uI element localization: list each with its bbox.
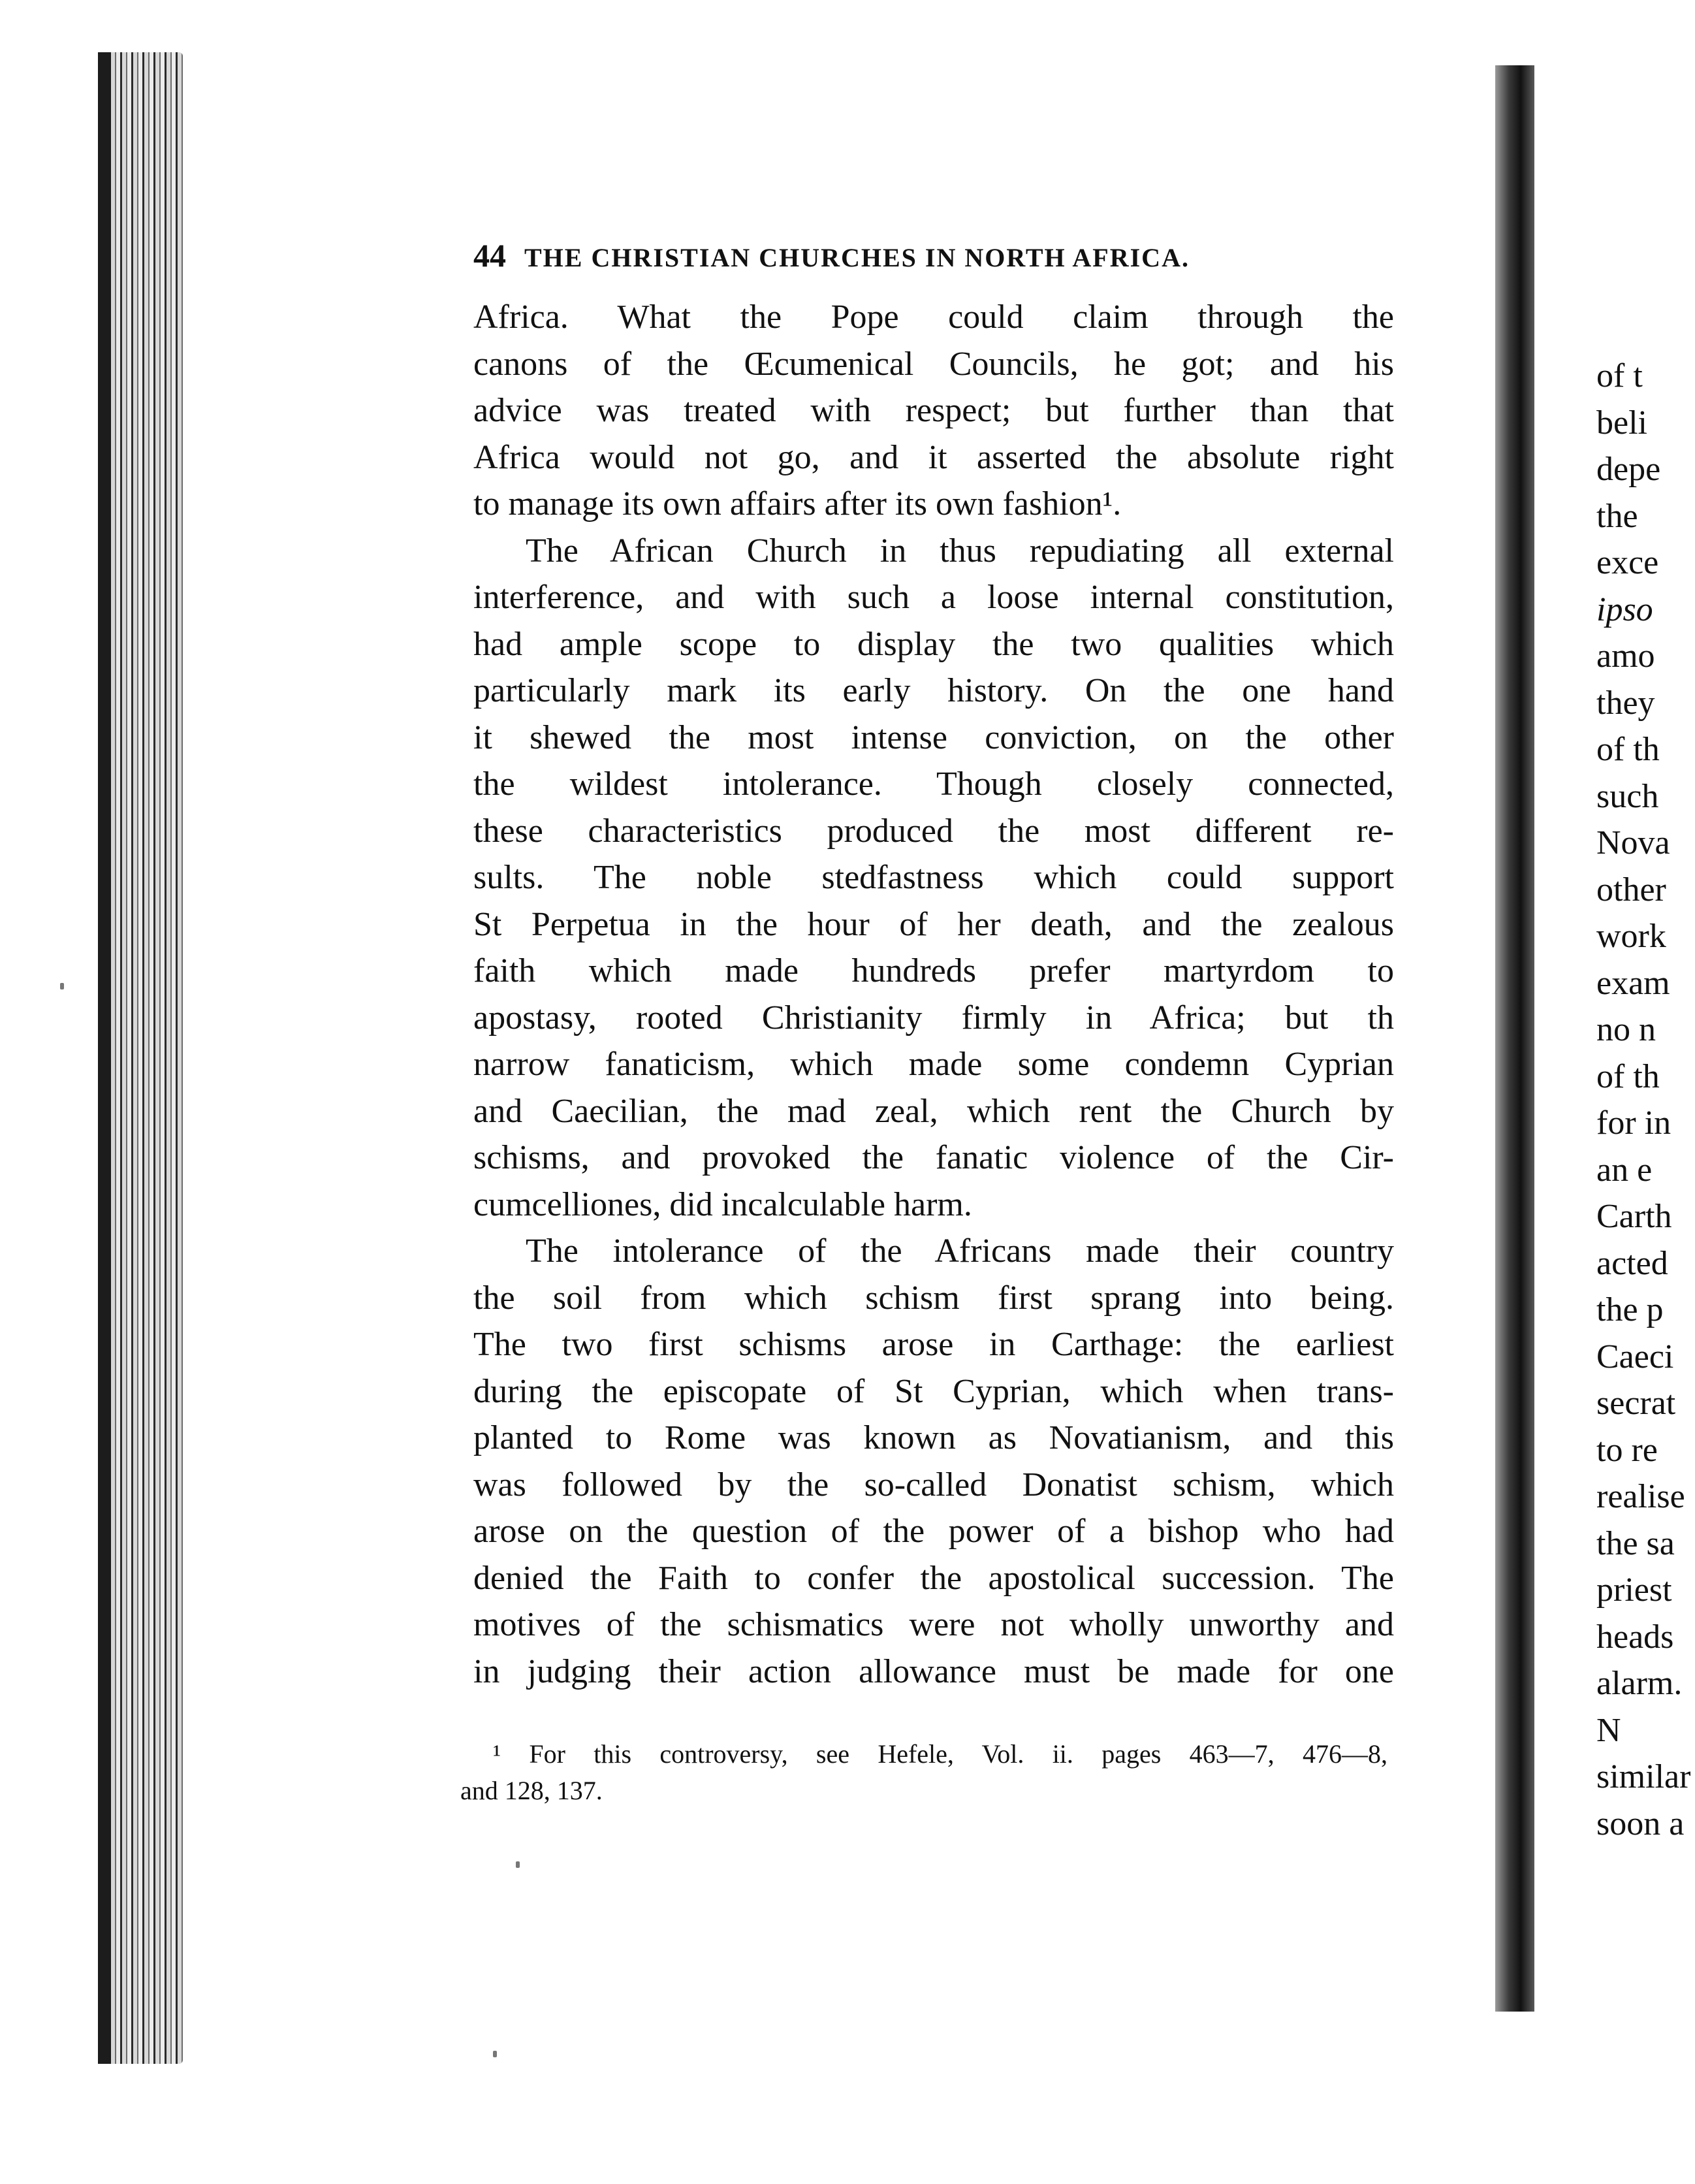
scan-speck	[60, 983, 64, 989]
right-page-line: amo	[1596, 637, 1655, 675]
text-line: the soil from which schism first sprang into being.	[473, 1279, 1394, 1317]
text-line: The two first schisms arose in Carthage: the earliest	[473, 1326, 1394, 1363]
text-line: The intolerance of the Africans made their country	[526, 1232, 1394, 1270]
text-line: arose on the question of the power of a bishop who had	[473, 1513, 1394, 1550]
right-page-line: to re	[1596, 1431, 1658, 1469]
right-page-line: for in	[1596, 1104, 1671, 1142]
text-line: in judging their action allowance must be made for one	[473, 1652, 1394, 1690]
right-page-line: work	[1596, 918, 1666, 955]
right-page-line: depe	[1596, 451, 1661, 488]
text-line: interference, and with such a loose internal constitution,	[473, 579, 1394, 616]
right-page-line: an e	[1596, 1151, 1653, 1189]
right-page-line: secrat	[1596, 1385, 1676, 1422]
footnote-line: and 128, 137.	[460, 1776, 603, 1805]
right-page-line: other	[1596, 871, 1666, 908]
right-page-line: Carth	[1596, 1198, 1672, 1235]
text-line: canons of the Œcumenical Councils, he got; and his	[473, 345, 1394, 383]
right-page-line: similar	[1596, 1758, 1691, 1795]
right-page-line: such	[1596, 777, 1659, 815]
text-line: planted to Rome was known as Novatianism, and this	[473, 1419, 1394, 1456]
right-page-line: acted	[1596, 1244, 1668, 1282]
text-line: The African Church in thus repudiating all external	[526, 532, 1394, 570]
right-page-line: of th	[1596, 731, 1660, 768]
scan-speck	[493, 2051, 497, 2057]
text-line: motives of the schismatics were not wholly unworthy and	[473, 1606, 1394, 1643]
text-line: faith which made hundreds prefer martyrdom to	[473, 952, 1394, 989]
running-head	[473, 236, 1322, 276]
text-line: had ample scope to display the two qualities which	[473, 625, 1394, 663]
right-page-line: beli	[1596, 404, 1647, 442]
right-page-line: exam	[1596, 964, 1670, 1002]
right-page-line: Nova	[1596, 824, 1670, 861]
right-page-line: the	[1596, 497, 1638, 535]
right-page-line: of th	[1596, 1057, 1660, 1095]
footnote-line: ¹ For this controversy, see Hefele, Vol. ii. pages 463—7, 476—8,	[493, 1739, 1387, 1769]
book-gutter	[1495, 65, 1534, 2012]
text-line: schisms, and provoked the fanatic violence of the Cir-	[473, 1139, 1394, 1176]
page-number: 44	[473, 237, 506, 274]
text-line: the wildest intolerance. Though closely connected,	[473, 765, 1394, 803]
text-line: to manage its own affairs after its own fashion¹.	[473, 485, 1122, 522]
text-line: cumcelliones, did incalculable harm.	[473, 1185, 972, 1223]
right-page-line: of t	[1596, 357, 1643, 394]
right-page-line: they	[1596, 684, 1655, 722]
text-line: St Perpetua in the hour of her death, and the zealous	[473, 905, 1394, 943]
body-text	[473, 294, 1394, 1695]
text-line: narrow fanaticism, which made some condemn Cyprian	[473, 1046, 1394, 1083]
text-line: Africa. What the Pope could claim through the	[473, 298, 1394, 336]
right-page-line: alarm.	[1596, 1665, 1683, 1702]
right-page-text	[1596, 353, 1695, 1847]
right-page-line: ipso	[1596, 590, 1653, 628]
right-page-line: the p	[1596, 1291, 1664, 1328]
page-edges-shadow	[98, 52, 111, 2064]
text-line: and Caecilian, the mad zeal, which rent the Church by	[473, 1092, 1394, 1130]
running-title: THE CHRISTIAN CHURCHES IN NORTH AFRICA.	[524, 243, 1190, 272]
text-line: advice was treated with respect; but further than that	[473, 392, 1394, 429]
text-line: was followed by the so-called Donatist schism, which	[473, 1466, 1394, 1503]
right-page-line: no n	[1596, 1011, 1656, 1048]
right-page-line: the sa	[1596, 1524, 1675, 1562]
text-line: particularly mark its early history. On the one hand	[473, 672, 1394, 709]
right-page-line: realise	[1596, 1478, 1685, 1515]
right-page-line: Caeci	[1596, 1338, 1674, 1375]
right-page-line: soon a	[1596, 1805, 1685, 1842]
footnote	[460, 1736, 1387, 1809]
right-page	[1534, 39, 1695, 2090]
right-page-line: priest	[1596, 1571, 1672, 1609]
scan-speck	[516, 1861, 520, 1868]
text-line: apostasy, rooted Christianity firmly in Africa; but th	[473, 999, 1394, 1036]
right-page-line: exce	[1596, 544, 1659, 581]
text-line: it shewed the most intense conviction, on the other	[473, 718, 1394, 756]
text-line: sults. The noble stedfastness which could support	[473, 859, 1394, 896]
text-line: Africa would not go, and it asserted the absolute right	[473, 438, 1394, 476]
text-line: these characteristics produced the most different re-	[473, 812, 1394, 850]
text-line: during the episcopate of St Cyprian, which when trans-	[473, 1372, 1394, 1410]
text-line: denied the Faith to confer the apostolical succession. The	[473, 1559, 1394, 1597]
right-page-line: heads	[1596, 1618, 1674, 1656]
right-page-line: N	[1596, 1711, 1621, 1749]
